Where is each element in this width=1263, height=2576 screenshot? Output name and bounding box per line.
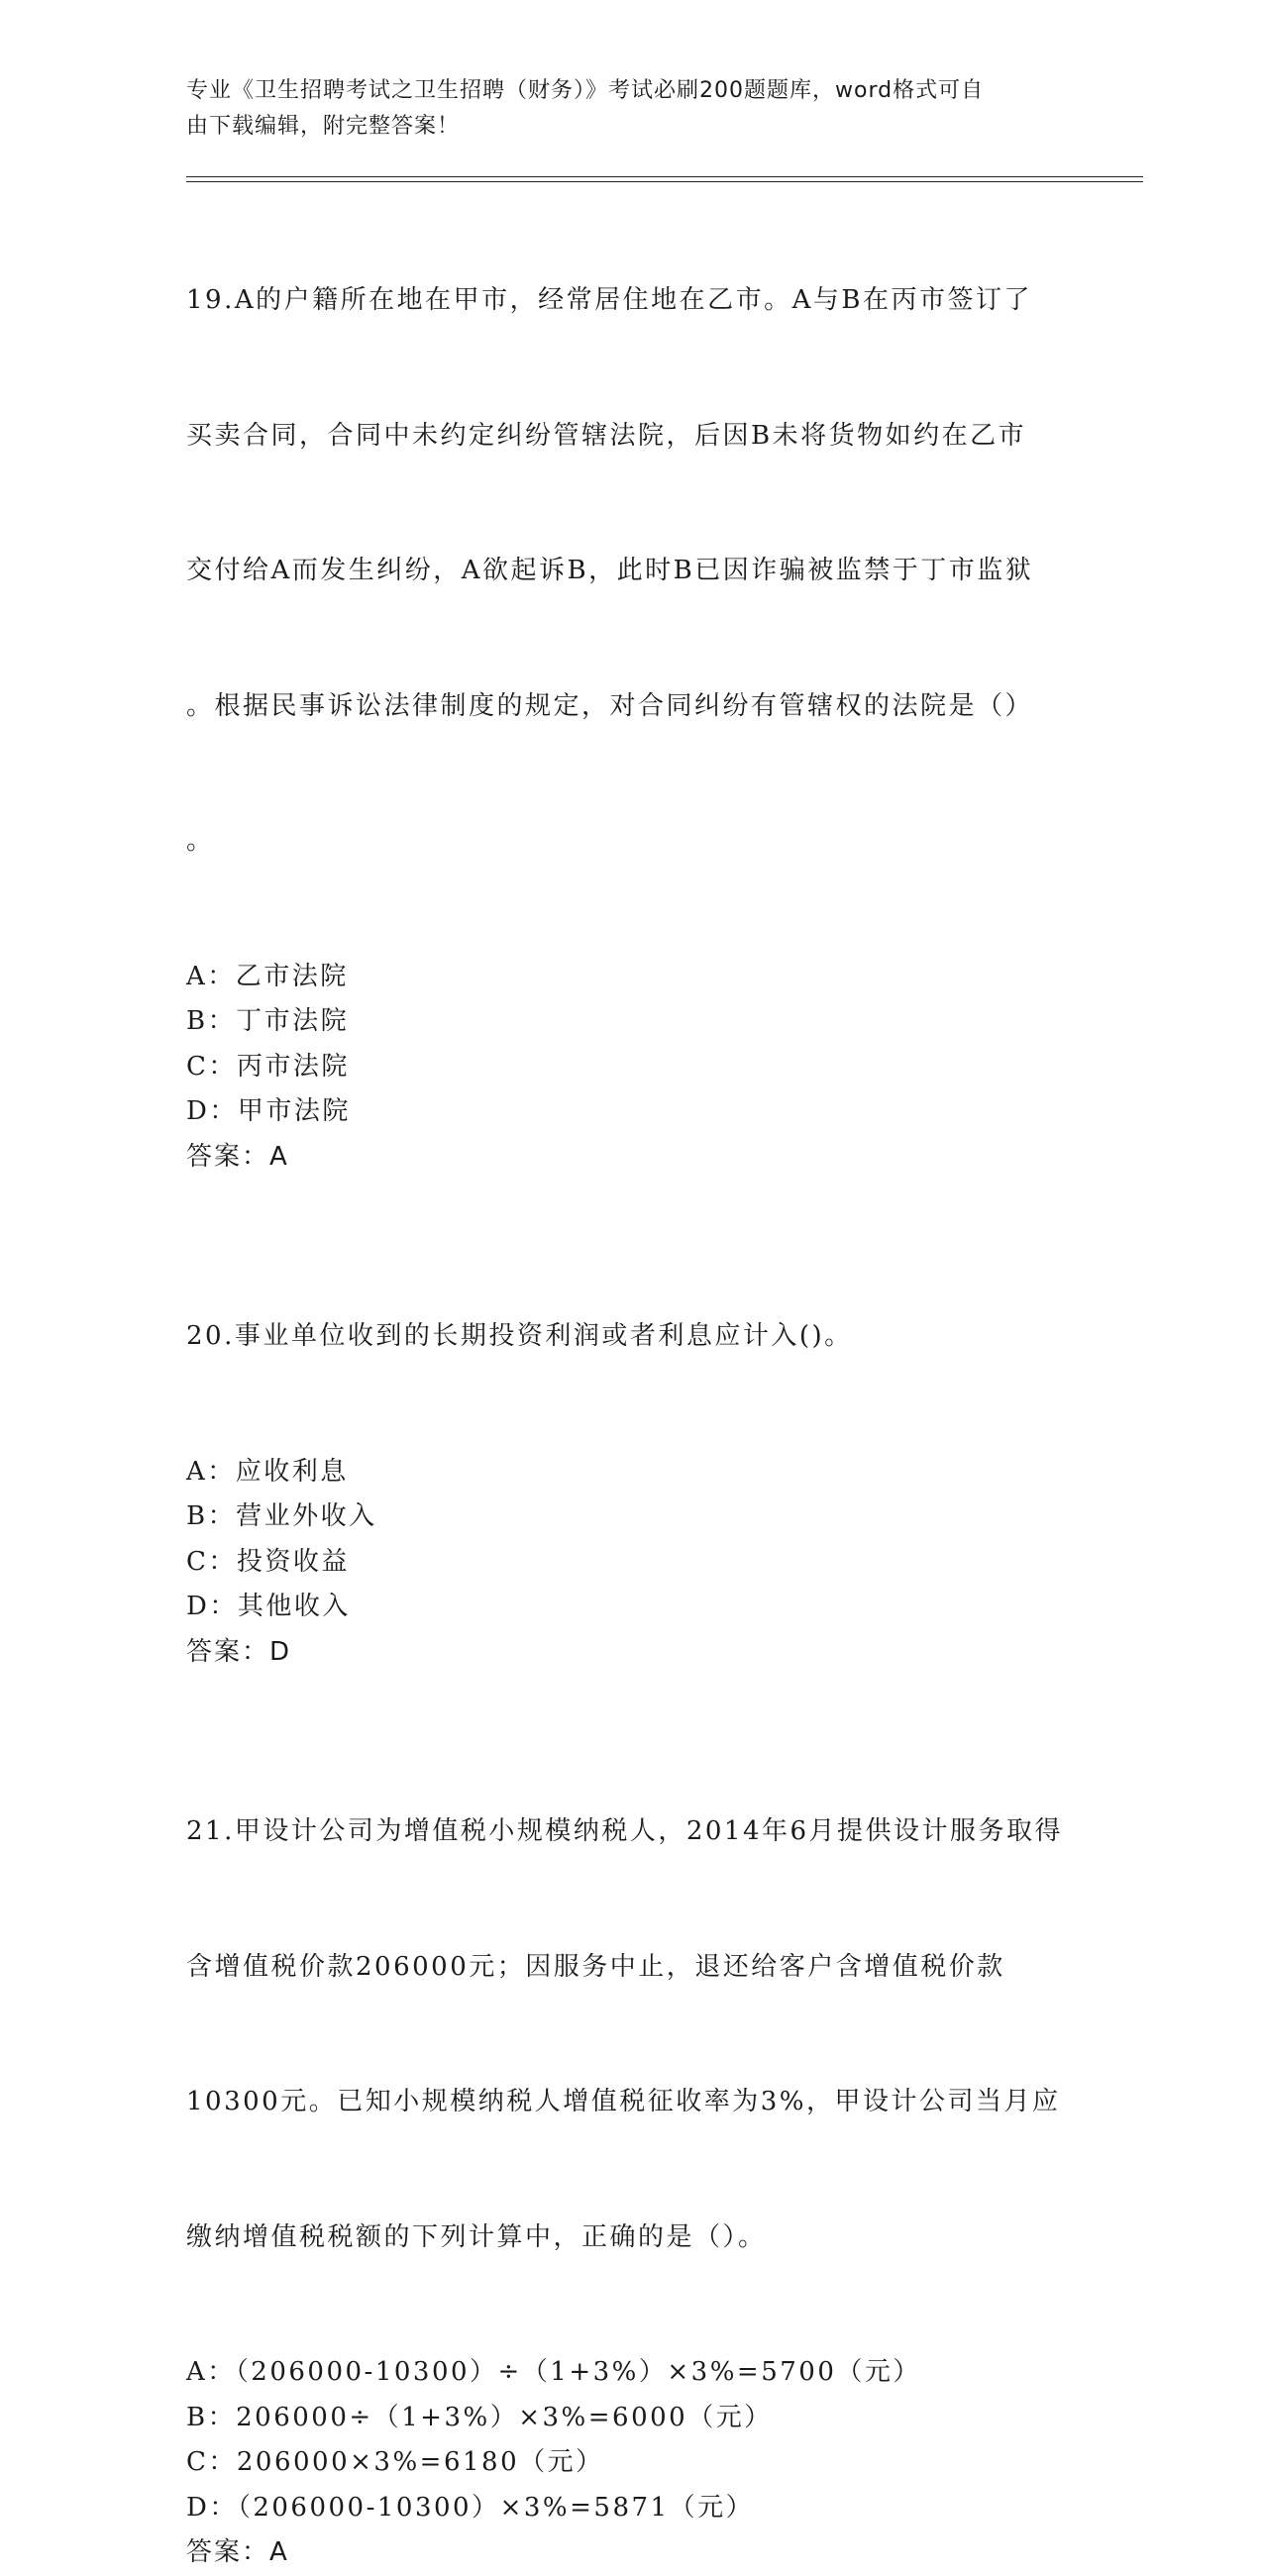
header-divider-bottom xyxy=(186,181,1143,182)
option-c: C：206000×3%=6180（元） xyxy=(186,2447,604,2477)
stem-line: 含增值税价款206000元；因服务中止，退还给客户含增值税价款 xyxy=(186,1951,1005,1982)
option-d: D：甲市法院 xyxy=(186,1096,351,1126)
document-header xyxy=(186,73,1078,145)
answer-line: 答案：D xyxy=(186,1636,292,1667)
stem-line: 交付给A而发生纠纷，A欲起诉B，此时B已因诈骗被监禁于丁市监狱 xyxy=(186,556,1034,585)
option-b: B：206000÷（1+3%）×3%=6000（元） xyxy=(186,2402,773,2432)
question-stem xyxy=(186,1719,1078,2350)
answer-line: 答案：A xyxy=(186,1141,289,1172)
stem-line: 。 xyxy=(186,826,215,856)
option-a: A：（206000-10300）÷（1+3%）×3%=5700（元） xyxy=(186,2357,921,2387)
question-20 xyxy=(186,1224,1078,1675)
header-line-2: 由下载编辑，附完整答案！ xyxy=(186,114,461,139)
question-19 xyxy=(186,188,1078,1180)
option-c: C：投资收益 xyxy=(186,1546,350,1577)
option-a: A：应收利息 xyxy=(186,1456,349,1487)
question-stem xyxy=(186,188,1078,955)
stem-line: 19.A的户籍所在地在甲市，经常居住地在乙市。A与B在丙市签订了 xyxy=(186,285,1033,315)
question-spacer xyxy=(186,1675,1078,1719)
stem-line: 21.甲设计公司为增值税小规模纳税人，2014年6月提供设计服务取得 xyxy=(186,1816,1064,1846)
question-list xyxy=(186,188,1078,2576)
header-line-1: 专业《卫生招聘考试之卫生招聘（财务）》考试必刷200题题库，word格式可自 xyxy=(186,78,985,103)
stem-line: 买卖合同，合同中未约定纠纷管辖法院，后因B未将货物如约在乙市 xyxy=(186,420,1027,451)
option-d: D：（206000-10300）×3%=5871（元） xyxy=(186,2492,755,2523)
option-a: A：乙市法院 xyxy=(186,961,349,991)
question-21 xyxy=(186,1719,1078,2576)
option-b: B：丁市法院 xyxy=(186,1006,350,1036)
option-c: C：丙市法院 xyxy=(186,1051,350,1082)
stem-line: 20.事业单位收到的长期投资利润或者利息应计入()。 xyxy=(186,1321,853,1351)
answer-line: 答案：A xyxy=(186,2537,289,2567)
question-spacer xyxy=(186,1180,1078,1224)
stem-line: 。根据民事诉讼法律制度的规定，对合同纠纷有管辖权的法院是（） xyxy=(186,690,1034,721)
stem-line: 10300元。已知小规模纳税人增值税征收率为3%，甲设计公司当月应 xyxy=(186,2087,1061,2116)
option-d: D：其他收入 xyxy=(186,1592,351,1621)
question-stem xyxy=(186,1224,1078,1450)
option-b: B：营业外收入 xyxy=(186,1501,377,1531)
stem-line: 缴纳增值税税额的下列计算中，正确的是（）。 xyxy=(186,2221,767,2252)
header-divider-top xyxy=(186,176,1143,177)
